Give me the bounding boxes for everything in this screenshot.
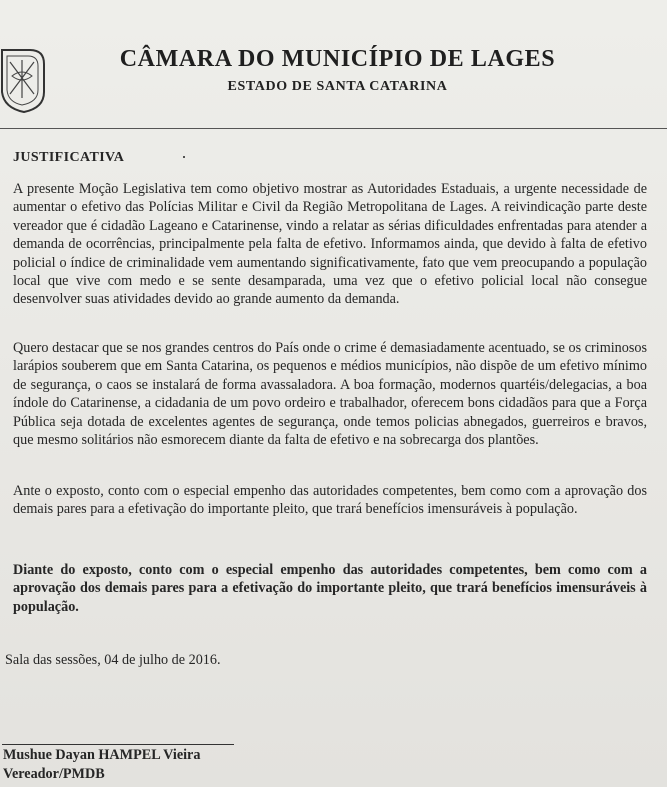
- signatory-role: Vereador/PMDB: [3, 766, 105, 782]
- header-divider: [0, 128, 667, 129]
- page-subtitle: ESTADO DE SANTA CATARINA: [227, 79, 448, 94]
- paragraph-1: A presente Moção Legislativa tem como objetivo mostrar as Autoridades Estaduais, a urgente necessidade de aumentar o efetivo das Polícias Militar e Civil da Região Metropolitana de Lages. A reivindicação parte deste vereador que é cidadão Lageano e Catarinense, vindo a relatar as sérias dificuldades enfrentadas para atender a demanda de ocorrências, principalmente pela falta de efetivo. Informamos ainda, que devido à falta de efetivo policial o índice de criminalidade vem aumentando significativamente, fato que vem preocupando a população local que vive com medo e se sente desamparada, uma vez que o efetivo policial local não consegue desenvolver suas atividades devido ao grande aumento da demanda.: [13, 181, 647, 308]
- paragraph-3: Ante o exposto, conto com o especial empenho das autoridades competentes, bem como com a aprovação dos demais pares para a efetivação do importante pleito, que trará benefícios imensuráveis à população.: [13, 483, 647, 518]
- stray-mark: [183, 156, 185, 158]
- signature-line: [2, 744, 234, 745]
- closing-line: Sala das sessões, 04 de julho de 2016.: [5, 652, 221, 668]
- signatory-name: Mushue Dayan HAMPEL Vieira: [3, 747, 201, 763]
- page-title: CÂMARA DO MUNICÍPIO DE LAGES: [119, 46, 556, 72]
- paragraph-2: Quero destacar que se nos grandes centros do País onde o crime é demasiadamente acentuado, se os criminosos larápios souberem que em Santa Catarina, os pequenos e médios municípios, não dispõe de um efetivo mínimo de segurança, o caos se instalará de forma avassaladora. A boa formação, modernos quartéis/delegacias, a boa índole do Catarinense, a cidadania de um povo ordeiro e trabalhador, oferecem bons cidadãos para que a Força Pública seja dotada de excelentes agentes de segurança, onde temos policias abnegados, guerreiros e bravos, que mesmo solitários não esmorecem diante da falta de efetivo e na sobrecarga dos plantões.: [13, 340, 647, 449]
- section-heading: JUSTIFICATIVA: [13, 150, 125, 165]
- paragraph-4-bold: Diante do exposto, conto com o especial empenho das autoridades competentes, bem como com a aprovação dos demais pares para a efetivação do importante pleito, que trará benefícios imensuráveis à população.: [13, 562, 647, 615]
